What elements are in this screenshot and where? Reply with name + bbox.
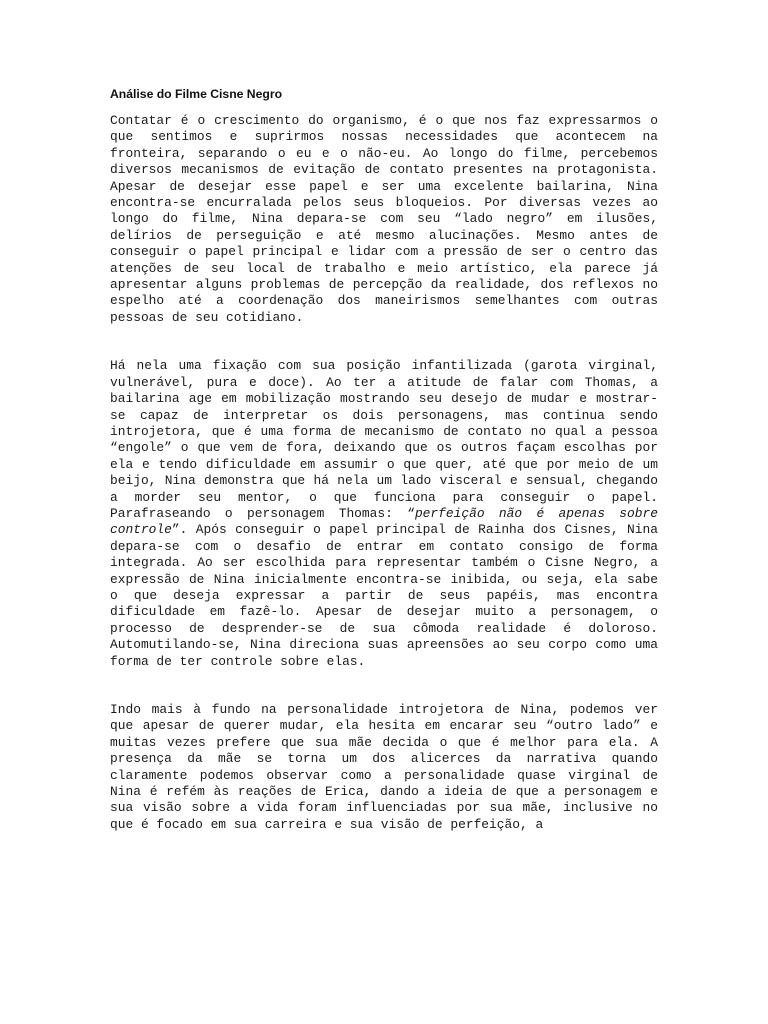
paragraph-fixation [110, 358, 658, 670]
paragraph-introjection: Indo mais à fundo na personalidade introjetora de Nina, podemos ver que apesar de querer mudar, ela hesita em encarar seu “outro lado” e muitas vezes prefere que sua mãe decida o que é melhor para ela. A presença da mãe se torna um dos alicerces da narrativa quando claramente podemos observar como a personalidade quase virginal de Nina é refém às reações de Erica, dando a ideia de que a personagem e sua visão sobre a vida foram influenciadas por sua mãe, inclusive no que é focado em sua carreira e sua visão de perfeição, a [110, 702, 658, 832]
paragraph-contact: Contatar é o crescimento do organismo, é o que nos faz expressarmos o que sentimos e suprirmos nossas necessidades que acontecem na fronteira, separando o eu e o não-eu. Ao longo do filme, percebemos diversos mecanismos de evitação de contato presentes na protagonista. Apesar de desejar esse papel e ser uma excelente bailarina, Nina encontra-se encurralada pelos seus bloqueios. Por diversas vezes ao longo do filme, Nina depara-se com seu “lado negro” em ilusões, delírios de perseguição e até mesmo alucinações. Mesmo antes de conseguir o papel principal e lidar com a pressão de ser o centro das atenções de seu local de trabalho e meio artístico, ela parece já apresentar alguns problemas de percepção da realidade, dos reflexos no espelho até a coordenação dos maneirismos semelhantes com outras pessoas de seu cotidiano. [110, 113, 658, 325]
document-title: Análise do Filme Cisne Negro [110, 87, 283, 101]
paragraph-fixation-text-1: Há nela uma fixação com sua posição infantilizada (garota virginal, vulnerável, pura e doce). Ao ter a atitude de falar com Thomas, a bailarina age em mobilização mostrando seu desejo de mudar e mostrar-se capaz de interpretar os dois personagens, mas continua sendo introjetora, que é uma forma de mecanismo de contato no qual a pessoa “engole” o que vem de fora, deixando que os outros façam escolhas por ela e tendo dificuldade em assumir o que quer, até que por meio de um beijo, Nina demonstra que há nela um lado visceral e sensual, chegando a morder seu mentor, o que funciona para conseguir o papel. Parafraseando o personagem Thomas: “ [110, 358, 658, 521]
paragraph-fixation-text-2: ”. Após conseguir o papel principal de Rainha dos Cisnes, Nina depara-se com o desafio de entrar em contato consigo de forma integrada. Ao ser escolhida para representar também o Cisne Negro, a expressão de Nina inicialmente encontra-se inibida, ou seja, ela sabe o que deseja expressar a partir de seus papéis, mas encontra dificuldade em fazê-lo. Apesar de desejar muito a personagem, o processo de desprender-se de sua cômoda realidade é doloroso. Automutilando-se, Nina direciona suas apreensões ao seu corpo como uma forma de ter controle sobre elas. [110, 522, 658, 669]
document-page [110, 86, 658, 833]
thomas-quote: perfeição não é apenas sobre controle [110, 505, 658, 538]
